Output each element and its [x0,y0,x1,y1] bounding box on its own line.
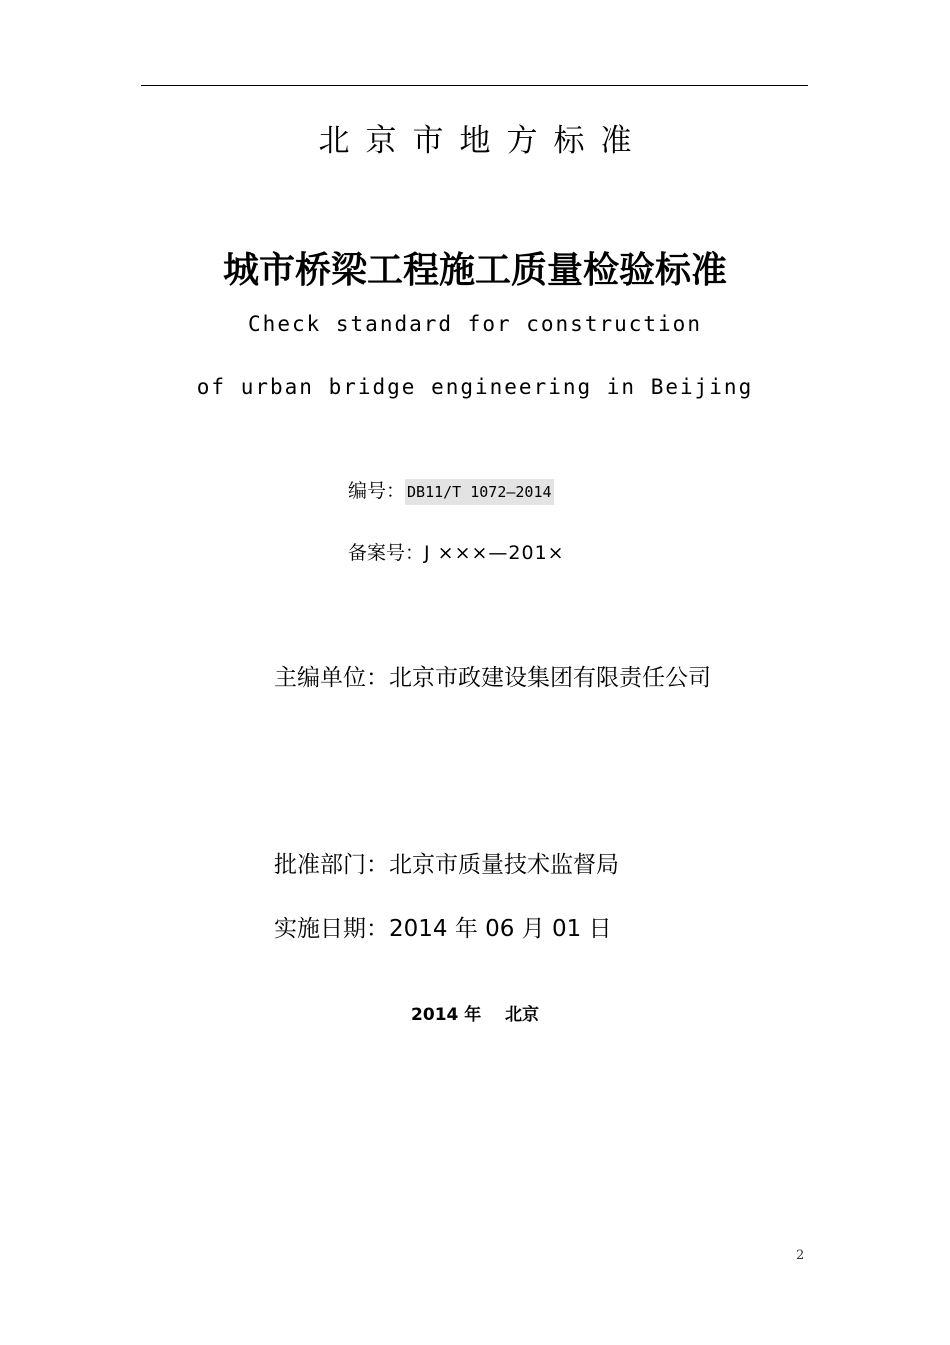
record-number-label: 备案号： [348,542,425,564]
approving-department-label: 批准部门： [274,852,389,878]
standard-code-label: 编号： [348,480,406,502]
standard-code-value: DB11/T 1072—2014 [405,479,554,505]
publication-year-place: 2014 年 北京 [411,1005,539,1025]
record-number-value: J ×××—201× [424,542,565,564]
english-title-line-2: of urban bridge engineering in Beijing [196,375,754,399]
standard-code-row [348,476,554,505]
page-number: 2 [796,1248,805,1263]
approving-department-row [274,846,619,879]
record-number-row [348,538,565,565]
chief-editor-row [274,659,711,692]
document-title: 城市桥梁工程施工质量检验标准 [222,250,727,291]
standard-category-title: 北京市地方标准 [318,123,648,159]
effective-date-row [274,910,612,943]
chief-editor-label: 主编单位： [274,665,389,691]
effective-date-label: 实施日期： [274,916,389,942]
top-rule [141,85,808,86]
english-title-line-1: Check standard for construction [248,312,702,336]
approving-department-value: 北京市质量技术监督局 [389,852,619,878]
chief-editor-value: 北京市政建设集团有限责任公司 [389,665,711,691]
effective-date-value: 2014 年 06 月 01 日 [389,916,612,942]
